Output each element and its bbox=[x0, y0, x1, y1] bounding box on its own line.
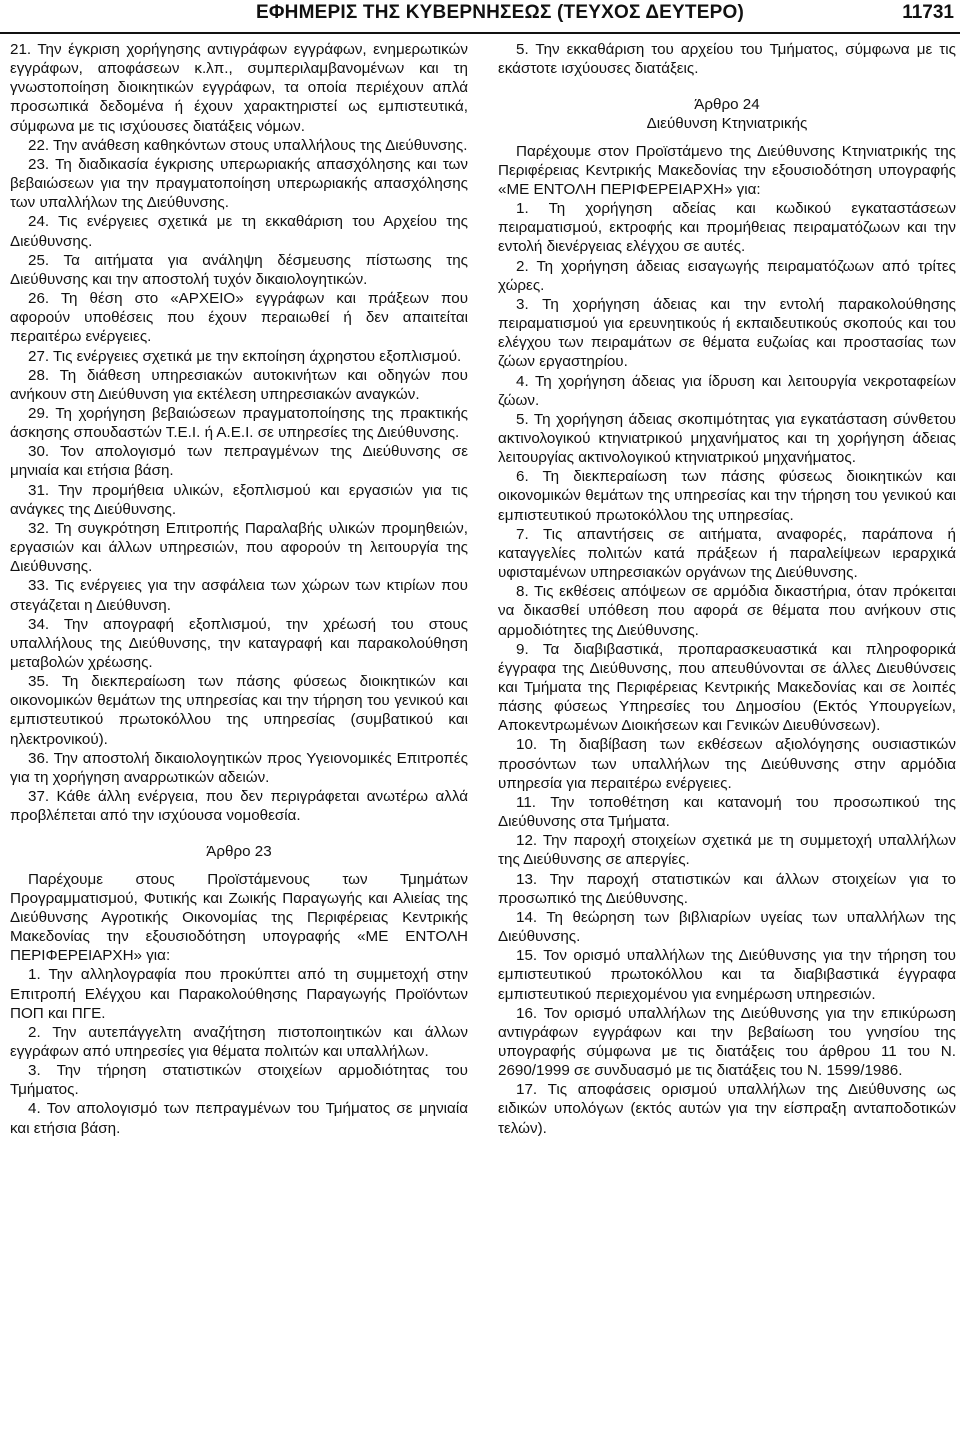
list-item: 34. Την απογραφή εξοπλισμού, την χρέωσή του στους υπαλλήλους της Διεύθυνσης, την καταγραφή και παρακολούθηση μεταβολών χρέωσης. bbox=[10, 615, 468, 671]
list-item: 27. Τις ενέργειες σχετικά με την εκποίηση άχρηστου εξοπλισμού. bbox=[28, 347, 462, 365]
list-item: 4. Τον απολογισμό των πεπραγμένων του Τμήματος σε μηνιαία και ετήσια βάση. bbox=[10, 1100, 468, 1137]
list-item: 36. Την αποστολή δικαιολογητικών προς Υγειονομικές Επιτροπές για τη χορήγηση αναρρωτικών αδειών. bbox=[10, 749, 468, 786]
list-item: 33. Τις ενέργειες για την ασφάλεια των χώρων των κτιρίων που στεγάζεται η Διεύθυνση. bbox=[10, 577, 468, 614]
header-rule bbox=[0, 32, 960, 34]
list-item: 25. Τα αιτήματα για ανάληψη δέσμευσης πίστωσης της Διεύθυνσης και την αποστολή τυχόν δικαιολογητικών. bbox=[10, 251, 468, 288]
article-24-intro: Παρέχουμε στον Προϊστάμενο της Διεύθυνσης Κτηνιατρικής της Περιφέρειας Κεντρικής Μακεδονίας την εξουσιοδότηση υπογραφής «ΜΕ ΕΝΤΟΛΗ ΠΕΡΙΦΕΡΕΙΑΡΧΗ» για: bbox=[498, 142, 956, 198]
page-header bbox=[0, 0, 960, 36]
list-item: 14. Τη θεώρηση των βιβλιαρίων υγείας των υπαλλήλων της Διεύθυνσης. bbox=[498, 908, 956, 946]
list-item: 28. Τη διάθεση υπηρεσιακών αυτοκινήτων και οδηγών που ανήκουν στη Διεύθυνση για εκτέλεση υπηρεσιακών αναγκών. bbox=[10, 366, 468, 403]
list-item: 2. Την αυτεπάγγελτη αναζήτηση πιστοποιητικών και άλλων εγγράφων από υπηρεσίες για θέματα πολιτών και υπαλλήλων. bbox=[10, 1023, 468, 1060]
list-item: 9. Τα διαβιβαστικά, προπαρασκευαστικά και πληροφορικά έγγραφα της Διεύθυνσης, που απευθύνονται σε άλλες Διευθύνσεις και Τμήματα της Περιφέρειας Κεντρικής Μακεδονίας και σε λοιπές πάσης φύσεως Υπηρεσίες του Δημοσίου (Εκτός Υπουργείων, Αποκεντρωμένων Διοικήσεων και Γενικών Διευθύνσεων). bbox=[498, 640, 956, 735]
list-item: 21. Την έγκριση χορήγησης αντιγράφων εγγράφων, ενημερωτικών εγγράφων, αποφάσεων κ.λπ., συμπεριλαμβανομένων και τη γνωστοποίηση διοικητικών εγγράφων, τα οποία περιέχουν απλά προσωπικά δεδομένα ή έχουν χαρακτηριστεί ως εμπιστευτικά, σύμφωνα με τις ισχύουσες διατάξεις νόμων. bbox=[10, 41, 468, 135]
list-item: 23. Τη διαδικασία έγκρισης υπερωριακής απασχόλησης και των βεβαιώσεων για την πραγματοποίηση υπερωριακής απασχόλησης των υπαλλήλων της Διεύθυνσης. bbox=[10, 155, 468, 212]
gazette-title: ΕΦΗΜΕΡΙΣ ΤΗΣ ΚΥΒΕΡΝΗΣΕΩΣ (ΤΕΥΧΟΣ ΔΕΥΤΕΡΟ) bbox=[256, 2, 744, 23]
list-item: 17. Τις αποφάσεις ορισμού υπαλλήλων της Διεύθυνσης ως ειδικών υπολόγων (εκτός αυτών για την είσπραξη ανταποδοτικών τελών). bbox=[498, 1081, 956, 1137]
left-column bbox=[10, 40, 468, 1138]
list-item: 26. Τη θέση στο «ΑΡΧΕΙΟ» εγγράφων και πράξεων που αφορούν υποθέσεις που έχουν περαιωθεί ή δεν απαιτείται περαιτέρω ενέργειες. bbox=[10, 290, 468, 346]
article-24-subheading: Διεύθυνση Κτηνιατρικής bbox=[646, 115, 808, 133]
list-item: 7. Τις απαντήσεις σε αιτήματα, αναφορές, παράπονα ή καταγγελίες πολιτών κατά πράξεων ή παραλείψεων ιεραρχικά υφισταμένων υπηρεσιακών οργάνων της Διεύθυνσης. bbox=[498, 525, 956, 582]
list-item: 2. Τη χορήγηση άδειας εισαγωγής πειραματόζωων από τρίτες χώρες. bbox=[498, 257, 956, 294]
list-item: 32. Τη συγκρότηση Επιτροπής Παραλαβής υλικών προμηθειών, εργασιών και άλλων υπηρεσιών, που αφορούν τη λειτουργία της Διεύθυνσης. bbox=[10, 519, 468, 576]
list-item: 5. Την εκκαθάριση του αρχείου του Τμήματος, σύμφωνα με τις εκάστοτε ισχύουσες διατάξεις. bbox=[498, 41, 956, 78]
list-item: 15. Τον ορισμό υπαλλήλων της Διεύθυνσης για την τήρηση του εμπιστευτικού πρωτοκόλλου και τα διαβιβαστικά έγγραφα εμπιστευτικού περιεχομένου για ενημέρωση υπηρεσιών. bbox=[498, 947, 956, 1003]
article-24-heading: Άρθρο 24 bbox=[694, 96, 760, 114]
list-item: 3. Τη χορήγηση άδειας και την εντολή παρακολούθησης πειραματισμού για ερευνητικούς ή εκπαιδευτικούς σκοπούς και του ελέγχου των πειραμάτων σε θέματα ευζωίας και προστασίας των ζώων εργαστηρίου. bbox=[498, 295, 956, 371]
list-item: 37. Κάθε άλλη ενέργεια, που δεν περιγράφεται ανωτέρω αλλά προβλέπεται από την ισχύουσα νομοθεσία. bbox=[10, 788, 468, 825]
list-item: 22. Την ανάθεση καθηκόντων στους υπαλλήλους της Διεύθυνσης. bbox=[28, 136, 468, 154]
list-item: 13. Την παροχή στατιστικών και άλλων στοιχείων για το προσωπικό της Διεύθυνσης. bbox=[498, 870, 956, 907]
list-item: 3. Την τήρηση στατιστικών στοιχείων αρμοδιότητας του Τμήματος. bbox=[10, 1062, 468, 1099]
list-item: 31. Την προμήθεια υλικών, εξοπλισμού και εργασιών για τις ανάγκες της Διεύθυνσης. bbox=[10, 481, 468, 518]
list-item: 35. Τη διεκπεραίωση των πάσης φύσεως διοικητικών και οικονομικών θεμάτων της υπηρεσίας και την τήρηση του γενικού και εμπιστευτικού πρωτοκόλλου της υπηρεσίας (συμβατικού και ηλεκτρονικού). bbox=[10, 673, 468, 748]
list-item: 4. Τη χορήγηση άδειας για ίδρυση και λειτουργία νεκροταφείων ζώων. bbox=[498, 372, 956, 409]
list-item: 1. Την αλληλογραφία που προκύπτει από τη συμμετοχή στην Επιτροπή Ελέγχου και Παρακολούθησης Παραγωγής Προϊόντων ΠΟΠ και ΠΓΕ. bbox=[10, 966, 468, 1022]
list-item: 29. Τη χορήγηση βεβαιώσεων πραγματοποίησης της πρακτικής άσκησης σπουδαστών Τ.Ε.Ι. ή Α.Ε.Ι. σε υπηρεσίες της Διεύθυνσης. bbox=[10, 404, 468, 442]
list-item: 5. Τη χορήγηση άδειας σκοπιμότητας για εγκατάσταση σύνθετου ακτινολογικού κτηνιατρικού μηχανήματος και τη χορήγηση άδειας λειτουργίας ακτινολογικού κτηνιατρικού μηχανήματος. bbox=[498, 410, 956, 467]
right-column bbox=[498, 40, 956, 1138]
list-item: 8. Τις εκθέσεις απόψεων σε αρμόδια δικαστήρια, όταν πρόκειται να δικασθεί υπόθεση που αφορά σε θέματα που ανήκουν στις αρμοδιότητες της Διεύθυνσης. bbox=[498, 583, 956, 639]
page-number: 11731 bbox=[902, 2, 954, 23]
list-item: 16. Τον ορισμό υπαλλήλων της Διεύθυνσης για την επικύρωση αντιγράφων εγγράφων και την βεβαίωση του γνησίου της υπογραφής σύμφωνα με τις διατάξεις του άρθρου 11 του Ν. 2690/1999 σε συνδυασμό με τις διατάξεις του Ν. 1599/1986. bbox=[498, 1004, 956, 1080]
list-item: 6. Τη διεκπεραίωση των πάσης φύσεως διοικητικών και οικονομικών θεμάτων της υπηρεσίας και την τήρηση του γενικού και εμπιστευτικού πρωτοκόλλου της υπηρεσίας. bbox=[498, 468, 956, 524]
list-item: 12. Την παροχή στοιχείων σχετικά με τη συμμετοχή υπαλλήλων της Διεύθυνσης σε απεργίες. bbox=[498, 832, 956, 869]
article-23-heading: Άρθρο 23 bbox=[206, 843, 272, 861]
list-item: 11. Την τοποθέτηση και κατανομή του προσωπικού της Διεύθυνσης στα Τμήματα. bbox=[498, 793, 956, 831]
article-23-intro: Παρέχουμε στους Προϊστάμενους των Τμημάτων Προγραμματισμού, Φυτικής και Ζωικής Παραγωγής και Αλιείας της Διεύθυνσης Αγροτικής Οικονομίας της Περιφέρειας Κεντρικής Μακεδονίας την εξουσιοδότηση υπογραφής «ΜΕ ΕΝΤΟΛΗ ΠΕΡΙΦΕΡΕΙΑΡΧΗ» για: bbox=[10, 870, 468, 965]
list-item: 10. Τη διαβίβαση των εκθέσεων αξιολόγησης ουσιαστικών προσόντων των υπαλλήλων της Διεύθυνσης στην αρμόδια υπηρεσία για περαιτέρω ενέργειες. bbox=[498, 736, 956, 792]
list-item: 30. Τον απολογισμό των πεπραγμένων της Διεύθυνσης σε μηνιαία και ετήσια βάση. bbox=[10, 443, 468, 480]
list-item: 1. Τη χορήγηση αδείας και κωδικού εγκαταστάσεων πειραματισμού, εκτροφής και προμήθειας πειραματόζωων και την εντολή διενέργειας ελέγχου σε αυτές. bbox=[498, 200, 956, 256]
list-item: 24. Τις ενέργειες σχετικά με τη εκκαθάριση του Αρχείου της Διεύθυνσης. bbox=[10, 213, 468, 250]
